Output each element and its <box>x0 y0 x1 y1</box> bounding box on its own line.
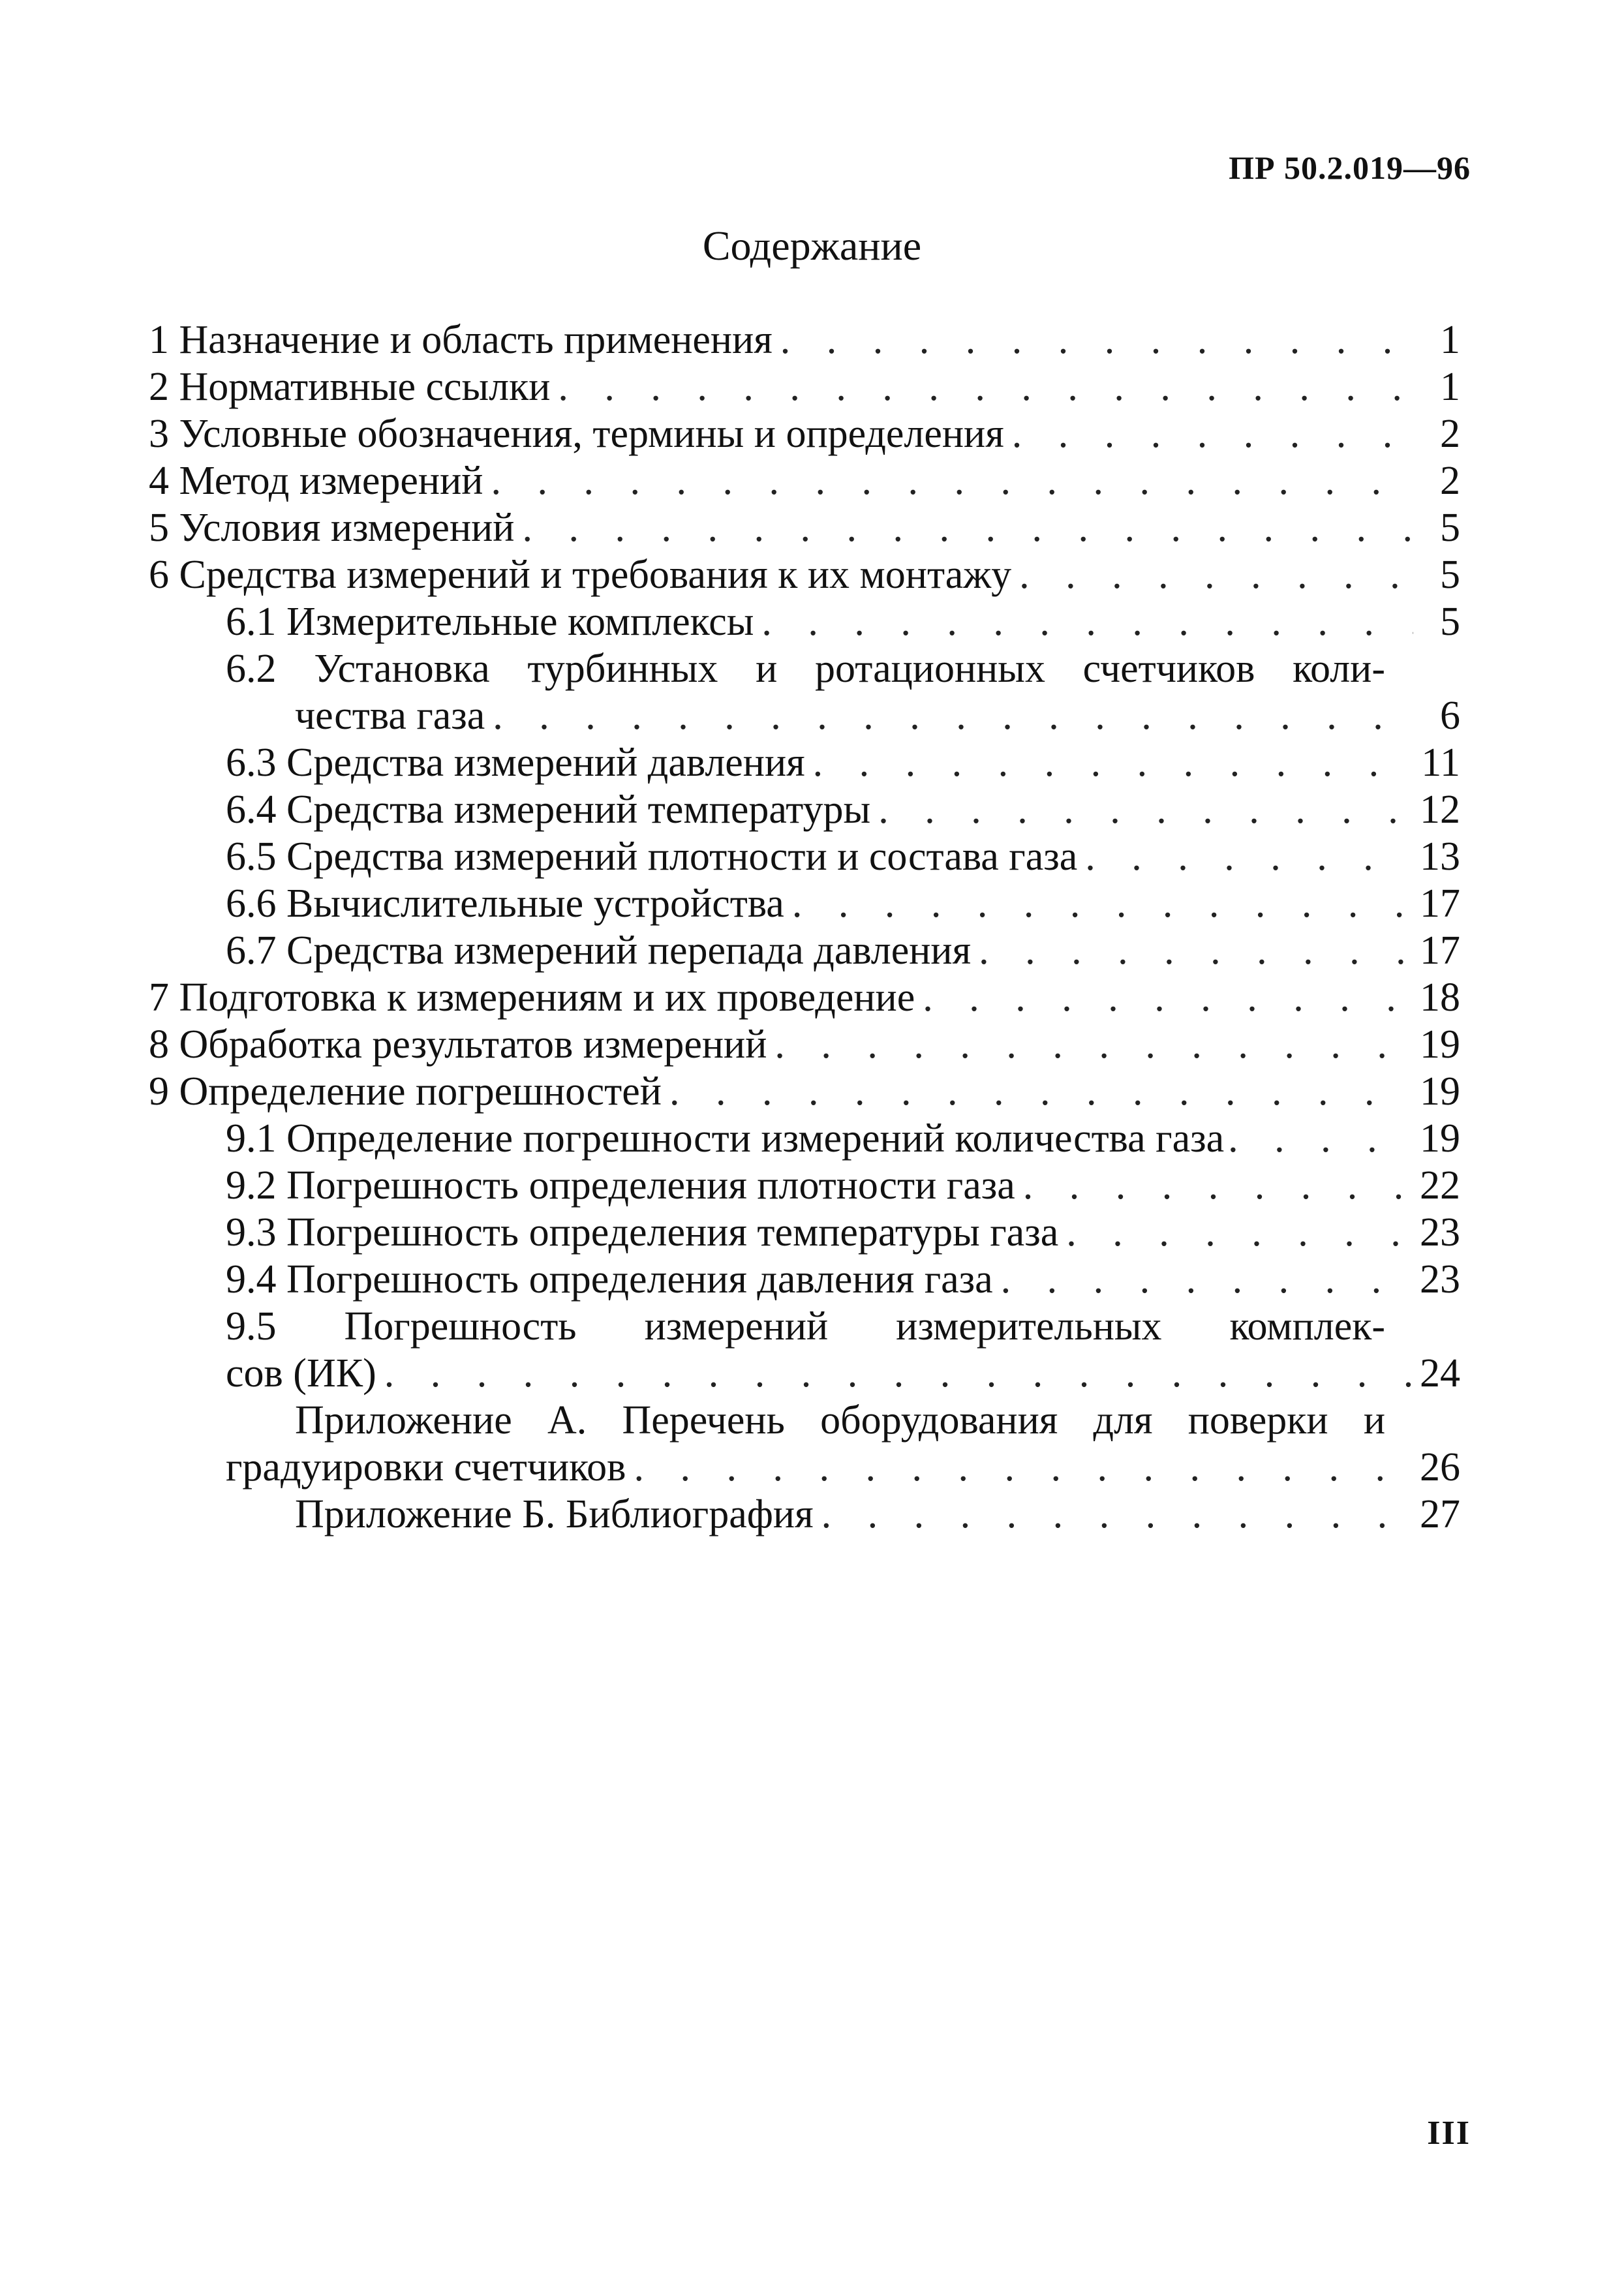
toc-entry-text: 9 Определение погрешностей <box>149 1069 662 1114</box>
toc-entry[interactable] <box>149 363 1460 410</box>
toc-entry[interactable] <box>149 927 1460 974</box>
toc-leader-dots <box>558 363 1413 410</box>
toc-entry-page: 6 <box>1440 694 1460 738</box>
toc-entry[interactable] <box>149 833 1460 880</box>
toc-entry[interactable] <box>149 316 1460 363</box>
document-code: ПР 50.2.019—96 <box>1229 149 1471 186</box>
toc-entry-text: 6.1 Измерительные комплексы <box>226 600 754 644</box>
toc-leader-dots <box>669 1068 1412 1115</box>
toc-leader-dots <box>1012 410 1413 457</box>
toc-leader-dots <box>780 316 1413 363</box>
toc-entry-text: 9.4 Погрешность определения давления газа <box>226 1257 993 1302</box>
toc-entry-text: 6.7 Средства измерений перепада давления <box>226 928 972 973</box>
toc-entry[interactable] <box>149 739 1460 786</box>
page-number: III <box>1427 2115 1471 2152</box>
toc-entry[interactable] <box>149 880 1460 927</box>
toc-leader-dots <box>813 739 1413 786</box>
toc-entry-page: 11 <box>1421 741 1460 785</box>
toc-leader-dots <box>493 692 1413 739</box>
toc-entry-text: 2 Нормативные ссылки <box>149 365 551 409</box>
table-of-contents <box>149 316 1460 1538</box>
toc-leader-dots <box>1019 551 1413 598</box>
toc-entry-page: 23 <box>1420 1257 1460 1302</box>
toc-leader-dots <box>821 1491 1412 1538</box>
toc-entry-page: 2 <box>1440 412 1460 456</box>
toc-entry-page: 2 <box>1440 459 1460 503</box>
toc-entry-page: 19 <box>1420 1022 1460 1067</box>
toc-entry-text: 7 Подготовка к измерениям и их проведение <box>149 975 915 1020</box>
toc-entry-text: 9.1 Определение погрешности измерений количества газа <box>226 1116 1225 1161</box>
toc-entry-page: 24 <box>1420 1351 1460 1396</box>
toc-entry[interactable] <box>149 1021 1460 1068</box>
toc-entry-page: 1 <box>1440 365 1460 409</box>
toc-entry-first-line[interactable]: 6.2 Установка турбинных и ротационных счетчиков коли- <box>226 647 1385 691</box>
toc-title: Содержание <box>702 222 922 269</box>
toc-leader-dots <box>923 974 1412 1021</box>
toc-leader-dots <box>491 457 1413 504</box>
toc-leader-dots <box>522 504 1413 551</box>
toc-entry-page: 18 <box>1420 975 1460 1020</box>
toc-entry-page: 23 <box>1420 1210 1460 1255</box>
toc-entry-page: 1 <box>1440 318 1460 362</box>
toc-leader-dots <box>792 880 1412 927</box>
toc-entry[interactable] <box>149 1209 1460 1256</box>
toc-leader-dots <box>1228 1115 1416 1162</box>
toc-entry[interactable] <box>149 1256 1460 1303</box>
toc-entry[interactable] <box>149 1444 1460 1491</box>
toc-leader-dots <box>1066 1209 1412 1256</box>
toc-entry[interactable] <box>149 598 1460 645</box>
toc-entry-page: 13 <box>1420 834 1460 879</box>
toc-entry-page: 5 <box>1440 600 1460 644</box>
toc-entry[interactable] <box>149 551 1460 598</box>
toc-entry-text: 9.2 Погрешность определения плотности газа <box>226 1163 1015 1208</box>
toc-entry-text: 3 Условные обозначения, термины и определения <box>149 412 1004 456</box>
toc-entry-text: 6.4 Средства измерений температуры <box>226 787 871 832</box>
toc-entry-page: 26 <box>1420 1445 1460 1490</box>
toc-entry[interactable] <box>149 692 1460 739</box>
toc-leader-dots <box>384 1350 1412 1397</box>
toc-entry[interactable] <box>149 1068 1460 1115</box>
toc-entry-text: 6.6 Вычислительные устройства <box>226 881 784 926</box>
toc-entry[interactable] <box>149 504 1460 551</box>
toc-entry[interactable] <box>149 786 1460 833</box>
toc-leader-dots <box>1023 1162 1412 1209</box>
toc-entry-page: 17 <box>1420 928 1460 973</box>
toc-entry-page: 19 <box>1420 1116 1460 1161</box>
toc-entry[interactable] <box>149 457 1460 504</box>
toc-leader-dots <box>878 786 1412 833</box>
toc-entry-text: 1 Назначение и область применения <box>149 318 773 362</box>
toc-entry-text: чества газа <box>295 694 485 738</box>
toc-entry-text: 6.3 Средства измерений давления <box>226 741 805 785</box>
toc-entry-first-line[interactable]: Приложение А. Перечень оборудования для поверки и <box>295 1398 1385 1443</box>
toc-entry-text: градуировки счетчиков <box>226 1445 626 1490</box>
toc-entry-page: 19 <box>1420 1069 1460 1114</box>
toc-entry-page: 5 <box>1440 553 1460 597</box>
toc-entry[interactable] <box>149 1350 1460 1397</box>
toc-entry-text: сов (ИК) <box>226 1351 376 1396</box>
toc-entry-text: 4 Метод измерений <box>149 459 483 503</box>
toc-entry-page: 17 <box>1420 881 1460 926</box>
toc-entry[interactable] <box>149 974 1460 1021</box>
toc-entry-text: 6.5 Средства измерений плотности и состава газа <box>226 834 1078 879</box>
toc-entry-text: 9.3 Погрешность определения температуры газа <box>226 1210 1059 1255</box>
toc-leader-dots <box>634 1444 1412 1491</box>
toc-leader-dots <box>774 1021 1412 1068</box>
toc-leader-dots <box>1085 833 1412 880</box>
toc-entry-page: 22 <box>1420 1163 1460 1208</box>
toc-leader-dots <box>1001 1256 1412 1303</box>
toc-entry-page: 27 <box>1420 1492 1460 1536</box>
toc-entry[interactable] <box>149 410 1460 457</box>
toc-entry-page: 12 <box>1420 787 1460 832</box>
toc-entry[interactable] <box>149 1491 1460 1538</box>
toc-entry-text: 8 Обработка результатов измерений <box>149 1022 767 1067</box>
toc-entry[interactable] <box>149 1115 1460 1162</box>
toc-entry-text: 6 Средства измерений и требования к их монтажу <box>149 553 1012 597</box>
toc-entry-text: 5 Условия измерений <box>149 506 515 550</box>
toc-entry-page: 5 <box>1440 506 1460 550</box>
toc-leader-dots <box>761 598 1413 645</box>
toc-entry-first-line[interactable]: 9.5 Погрешность измерений измерительных комплек- <box>226 1304 1385 1349</box>
toc-entry-text: Приложение Б. Библиография <box>295 1492 814 1536</box>
toc-leader-dots <box>979 927 1412 974</box>
toc-entry[interactable] <box>149 1162 1460 1209</box>
